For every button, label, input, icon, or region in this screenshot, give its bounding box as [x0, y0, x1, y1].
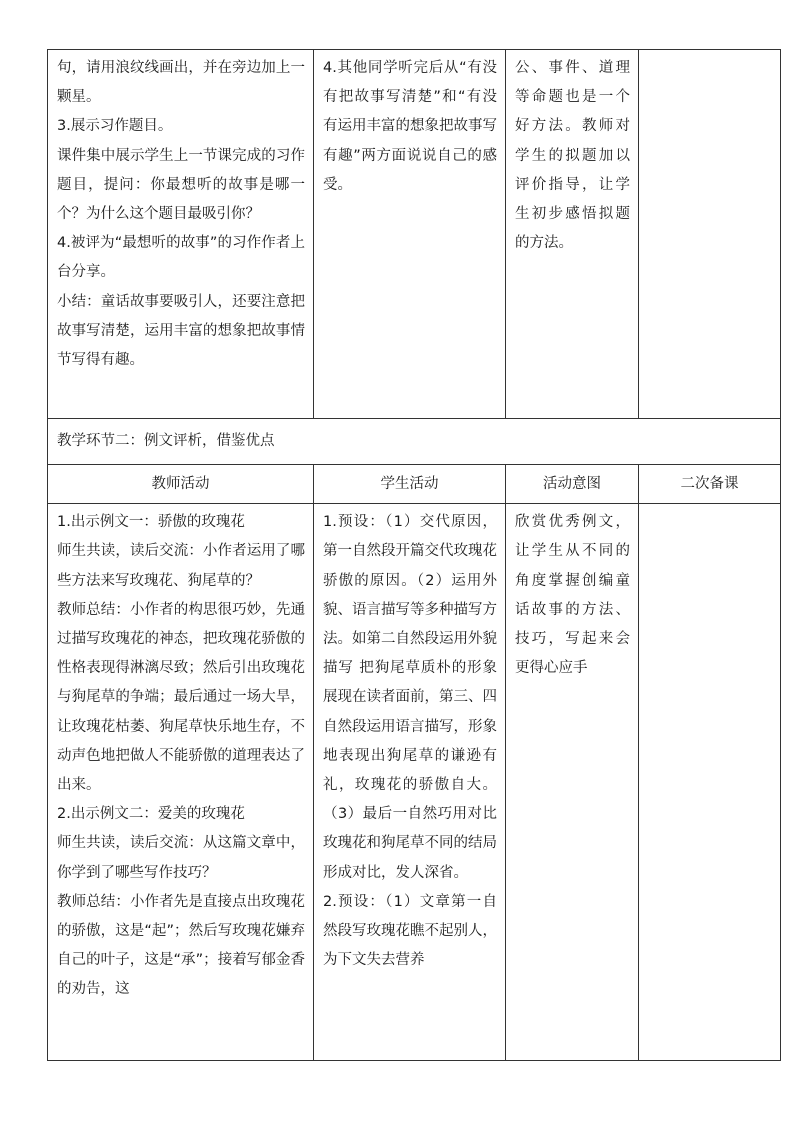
paragraph: 师生共读，读后交流：小作者运用了哪些方法来写玫瑰花、狗尾草的？ — [57, 543, 305, 589]
header-row — [48, 465, 781, 504]
section-row — [48, 419, 781, 465]
student-activity-cell — [314, 504, 506, 1061]
paragraph: 教师总结：小作者的构思很巧妙，先通过描写玫瑰花的神态，把玫瑰花骄傲的性格表现得淋漓尽致；然后引出玫瑰花与狗尾草的争端；最后通过一场大旱，让玫瑰花枯萎、狗尾草快乐地生存，不动声色地把做人不能骄傲的道理表达了出来。 — [57, 601, 305, 794]
second-prep-cell — [639, 50, 781, 419]
paragraph: 课件集中展示学生上一节课完成的习作题目，提问：你最想听的故事是哪一个？为什么这个题目最吸引你？ — [57, 147, 305, 223]
paragraph: 1.出示例文一：骄傲的玫瑰花 — [57, 514, 245, 531]
lesson-plan-table — [47, 49, 781, 1061]
header-student-activity: 学生活动 — [314, 465, 506, 504]
table-row — [48, 504, 781, 1061]
teacher-activity-cell — [48, 50, 314, 419]
paragraph: 欣赏优秀例文，让学生从不同的角度掌握创编童话故事的方法、技巧，写起来会更得心应手 — [515, 514, 630, 677]
section-title: 教学环节二：例文评析，借鉴优点 — [48, 419, 781, 465]
paragraph: 4.被评为“最想听的故事”的习作作者上台分享。 — [57, 235, 305, 281]
paragraph: 公、事件、道理等命题也是一个好方法。教师对学生的拟题加以评价指导，让学生初步感悟拟题的方法。 — [515, 60, 630, 252]
paragraph: 2.预设：（1）文章第一自然段写玫瑰花瞧不起别人，为下文失去营养 — [323, 893, 497, 969]
activity-intent-cell — [506, 50, 639, 419]
header-teacher-activity: 教师活动 — [48, 465, 314, 504]
student-activity-cell — [314, 50, 506, 419]
teacher-activity-cell — [48, 504, 314, 1061]
paragraph: 3.展示习作题目。 — [57, 118, 173, 135]
table-row — [48, 50, 781, 419]
second-prep-cell — [639, 504, 781, 1061]
paragraph: 师生共读，读后交流：从这篇文章中，你学到了哪些写作技巧？ — [57, 835, 305, 881]
header-activity-intent: 活动意图 — [506, 465, 639, 504]
activity-intent-cell — [506, 504, 639, 1061]
paragraph: 2.出示例文二：爱美的玫瑰花 — [57, 806, 245, 823]
paragraph: 4.其他同学听完后从“有没有把故事写清楚”和“有没有运用丰富的想象把故事写有趣”两方面说说自己的感受。 — [323, 60, 497, 193]
header-second-prep: 二次备课 — [639, 465, 781, 504]
paragraph: 小结：童话故事要吸引人，还要注意把故事写清楚，运用丰富的想象把故事情节写得有趣。 — [57, 293, 305, 369]
paragraph: 教师总结：小作者先是直接点出玫瑰花的骄傲，这是“起”；然后写玫瑰花嫌弃自己的叶子，这是“承”；接着写郁金香的劝告，这 — [57, 893, 305, 998]
paragraph: 句，请用浪纹线画出，并在旁边加上一颗星。 — [57, 60, 305, 106]
paragraph: 1.预设：（1）交代原因，第一自然段开篇交代玫瑰花骄傲的原因。（2）运用外貌、语言描写等多种描写方法。如第二自然段运用外貌描写 把狗尾草质朴的形象展现在读者面前，第三、四自然段运用语言描写，形象地表现出狗尾草的谦逊有礼，玫瑰花的骄傲自大。（3）最后一自然巧用对比 玫瑰花和狗尾草不同的结局形成对比，发人深省。 — [323, 514, 497, 881]
